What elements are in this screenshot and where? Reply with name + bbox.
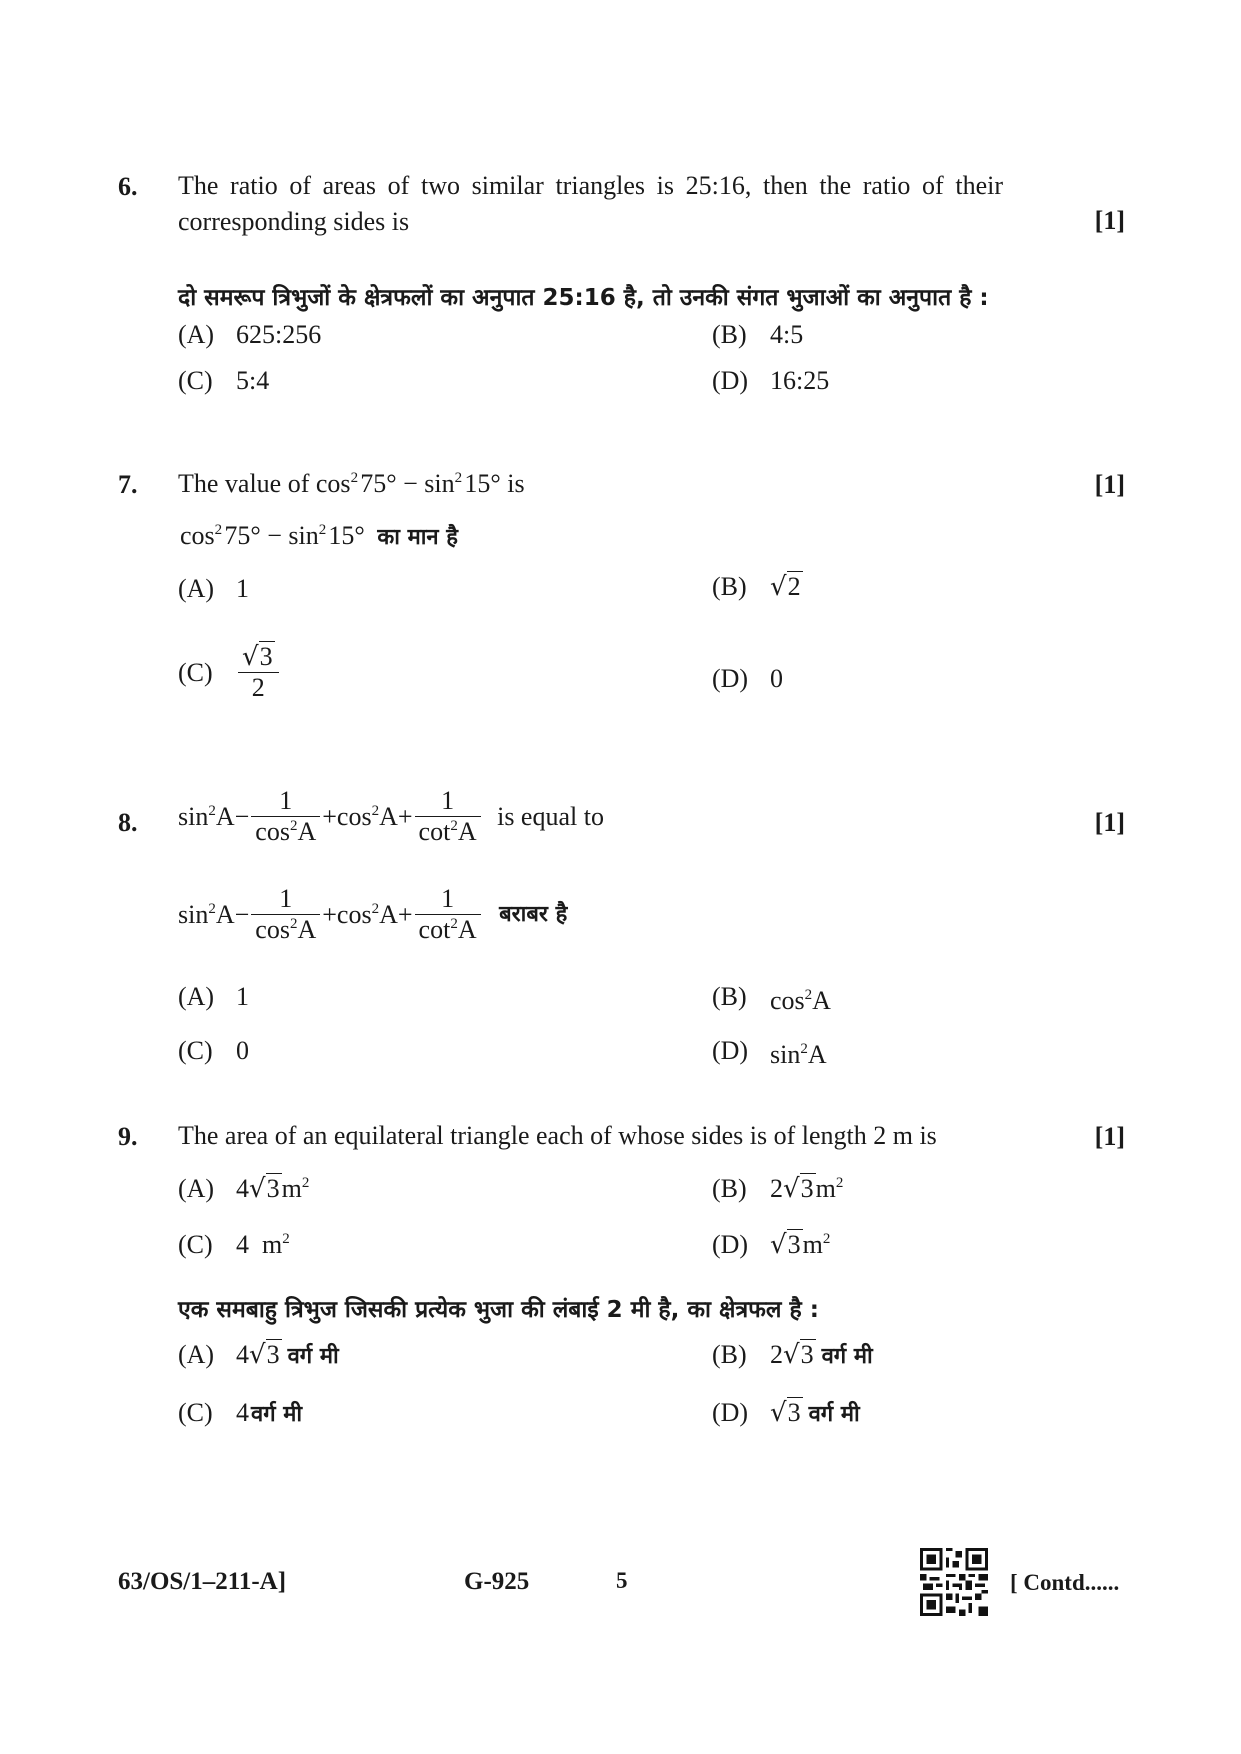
- paper-code: 63/OS/1–211-A]: [118, 1568, 287, 1595]
- option-a: (A) 1: [178, 574, 249, 603]
- option-b: (B) 4:5: [712, 320, 804, 349]
- option-d: (D) 16:25: [712, 366, 830, 395]
- option-a-hi: (A) 4√3 वर्ग मी: [178, 1340, 339, 1370]
- question-text-hi: एक समबाहु त्रिभुज जिसकी प्रत्येक भुजा की लंबाई 2 मी है, का क्षेत्रफल है :: [178, 1297, 819, 1323]
- option-d: (D) $\sin^2A$: [712, 1036, 827, 1069]
- marks: [1]: [1094, 470, 1125, 499]
- question-number: 8.: [118, 808, 138, 837]
- continued-label: [ Contd......: [1010, 1570, 1120, 1595]
- question-text-en: The area of an equilateral triangle each of whose sides is of length 2 m is: [178, 1121, 937, 1150]
- option-a: (A) 625:256: [178, 320, 322, 349]
- option-b: (B) √2: [712, 572, 801, 602]
- question-text-en: The value of $\cos^2$ $75^\circ - \sin^2$ 15° is: [178, 469, 525, 498]
- question-number: 9.: [118, 1122, 138, 1151]
- option-b-en: (B) $2√3m^2$: [712, 1174, 844, 1204]
- option-b: (B) $\cos^2A$: [712, 982, 831, 1015]
- option-a: (A) 1: [178, 982, 249, 1011]
- question-text-en: $\sin^2A-$ $\frac{1}{\cos^2A}$ $+\cos^2A+$ $\frac{1}{\cot^2A}$ is equal to: [178, 786, 604, 846]
- question-number: 7.: [118, 470, 138, 499]
- question-text-en: The ratio of areas of two similar triangles is 25:16, then the ratio of their corresponding sides is: [178, 171, 1003, 236]
- marks: [1]: [1094, 1122, 1125, 1151]
- marks: [1]: [1094, 808, 1125, 837]
- question-number: 6.: [118, 172, 138, 201]
- option-b-hi: (B) 2√3 वर्ग मी: [712, 1340, 873, 1370]
- option-c: (C) 0: [178, 1036, 249, 1065]
- option-d-hi: (D) √3 वर्ग मी: [712, 1398, 860, 1428]
- page-number: 5: [616, 1568, 628, 1593]
- question-text-hi: दो समरूप त्रिभुजों के क्षेत्रफलों का अनुपात 25:16 है, तो उनकी संगत भुजाओं का अनुपात है :: [178, 285, 989, 311]
- question-text-hi: $\sin^2A-$ $\frac{1}{\cos^2A}$ $+\cos^2A+$ $\frac{1}{\cot^2A}$ बराबर है: [178, 884, 568, 944]
- qr-code-icon: [920, 1548, 988, 1616]
- option-a-en: (A) $4√3m^2$: [178, 1174, 310, 1204]
- option-d: (D) 0: [712, 664, 783, 693]
- option-c: (C) 5:4: [178, 366, 270, 395]
- option-c-en: (C) 4 $m^2$: [178, 1230, 290, 1259]
- option-d-en: (D) $√3m^2$: [712, 1230, 831, 1260]
- option-c-hi: (C) 4वर्ग मी: [178, 1398, 303, 1427]
- marks: [1]: [1094, 206, 1125, 235]
- option-c: (C) $\frac{√3}{2}$: [178, 642, 281, 703]
- trig-expression: $\cos^2$ $75^\circ - \sin^2$ 15°: [315, 469, 501, 498]
- series-code: G-925: [464, 1568, 530, 1595]
- question-text-hi: $\cos^2$ $75^\circ - \sin^2$ 15° का मान है: [180, 521, 458, 550]
